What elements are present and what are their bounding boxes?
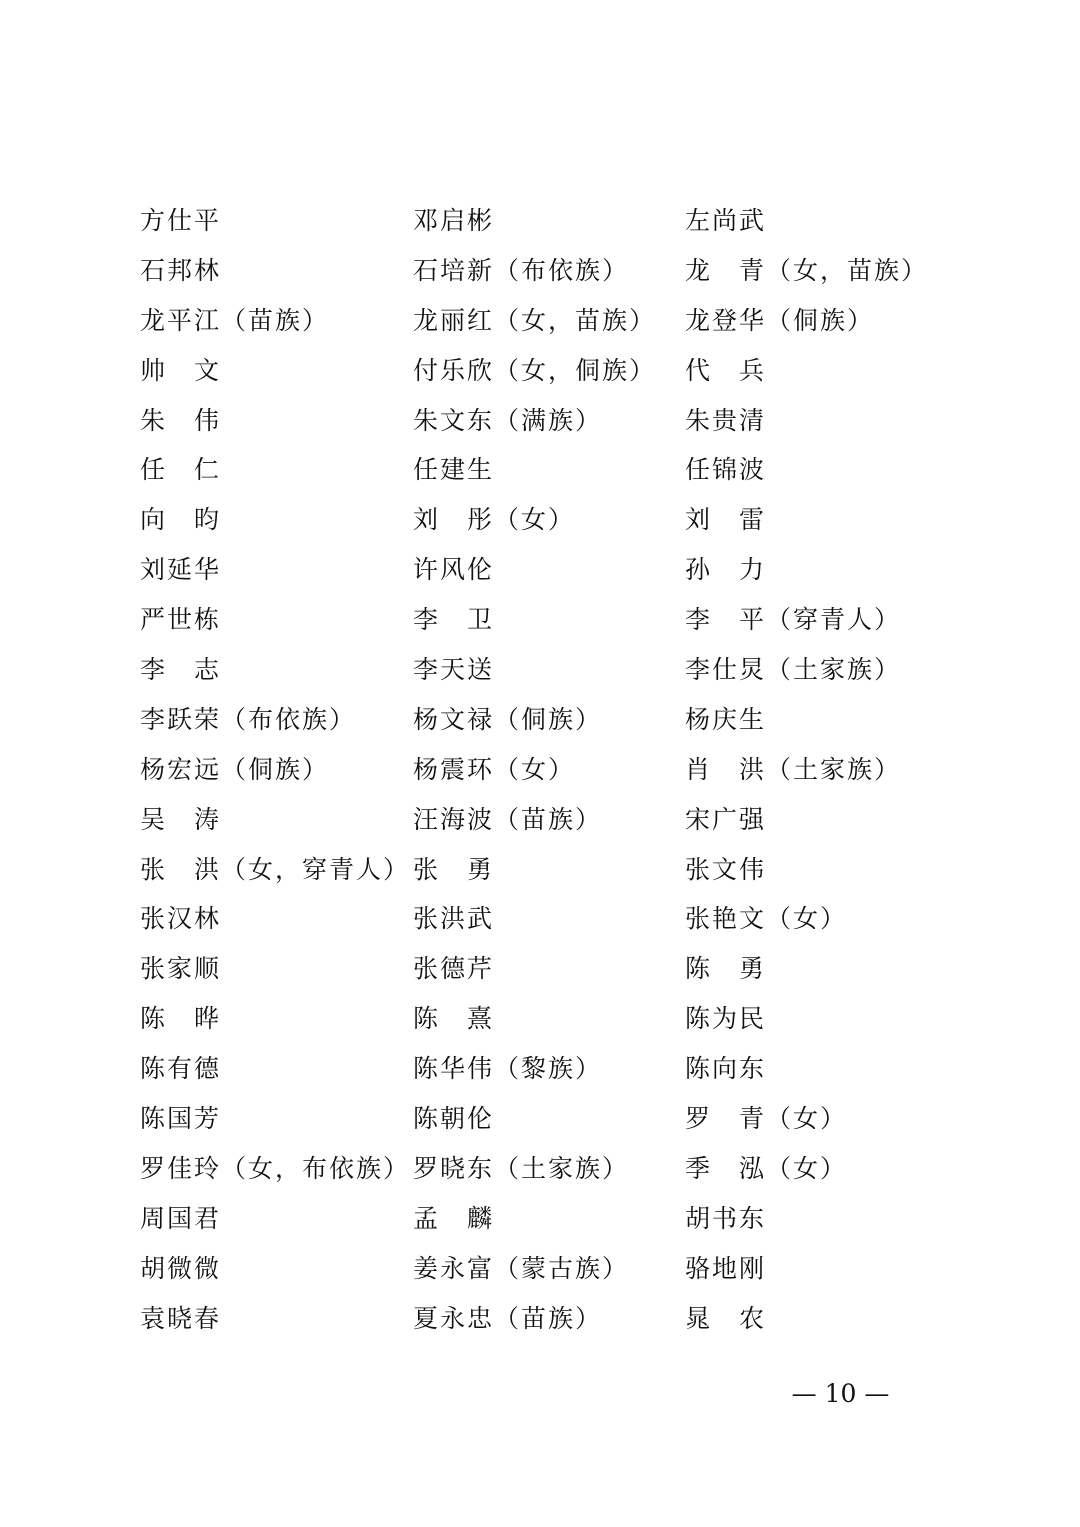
name-entry: 龙丽红（女，苗族）	[413, 305, 657, 335]
name-entry: 杨庆生	[685, 704, 767, 734]
name-row	[140, 695, 940, 745]
name-entry: 刘 彤（女）	[413, 505, 576, 535]
name-list	[140, 196, 940, 1343]
name-entry: 孙 力	[685, 555, 767, 585]
name-entry: 代 兵	[685, 355, 767, 385]
name-entry: 龙 青（女，苗族）	[685, 255, 929, 285]
name-entry: 孟 麟	[413, 1203, 495, 1233]
page-number: — 10 —	[791, 1379, 890, 1408]
name-row	[140, 346, 940, 396]
name-entry: 陈向东	[685, 1054, 767, 1084]
name-row	[140, 246, 940, 296]
name-entry: 罗晓东（土家族）	[413, 1153, 630, 1183]
name-entry: 陈朝伦	[413, 1104, 495, 1134]
name-entry: 骆地刚	[685, 1253, 767, 1283]
name-entry: 任锦波	[685, 455, 767, 485]
name-row	[140, 845, 940, 895]
name-row	[140, 196, 940, 246]
name-entry: 李 志	[140, 655, 222, 685]
name-row	[140, 1094, 940, 1144]
name-entry: 陈有德	[140, 1054, 222, 1084]
name-entry: 张汉林	[140, 904, 222, 934]
name-row	[140, 994, 940, 1044]
name-entry: 罗佳玲（女，布依族）	[140, 1153, 411, 1183]
name-entry: 向 昀	[140, 505, 222, 535]
name-entry: 邓启彬	[413, 206, 495, 235]
name-row	[140, 1144, 940, 1194]
name-entry: 李天送	[413, 655, 495, 685]
name-row	[140, 1294, 940, 1344]
name-row	[140, 1194, 940, 1244]
name-entry: 杨宏远（侗族）	[140, 754, 330, 784]
name-entry: 帅 文	[140, 355, 222, 385]
name-row	[140, 1244, 940, 1294]
name-entry: 夏永忠（苗族）	[413, 1303, 603, 1333]
name-entry: 肖 洪（土家族）	[685, 754, 902, 784]
name-entry: 石培新（布依族）	[413, 255, 630, 285]
name-entry: 李 卫	[413, 605, 495, 635]
name-entry: 陈国芳	[140, 1104, 222, 1134]
name-entry: 严世栋	[140, 605, 222, 635]
name-entry: 张艳文（女）	[685, 904, 848, 934]
name-entry: 杨震环（女）	[413, 754, 576, 784]
name-row	[140, 545, 940, 595]
name-row	[140, 795, 940, 845]
name-entry: 胡书东	[685, 1203, 767, 1233]
name-entry: 胡微微	[140, 1253, 222, 1283]
name-entry: 方仕平	[140, 206, 222, 235]
name-entry: 龙平江（苗族）	[140, 305, 330, 335]
name-row	[140, 495, 940, 545]
name-entry: 朱贵清	[685, 405, 767, 435]
name-entry: 左尚武	[685, 206, 767, 235]
name-row	[140, 595, 940, 645]
name-entry: 周国君	[140, 1203, 222, 1233]
name-row	[140, 445, 940, 495]
name-entry: 张 洪（女，穿青人）	[140, 854, 411, 884]
name-entry: 陈华伟（黎族）	[413, 1054, 603, 1084]
name-row	[140, 1044, 940, 1094]
name-entry: 朱 伟	[140, 405, 222, 435]
name-entry: 李 平（穿青人）	[685, 605, 902, 635]
name-entry: 付乐欣（女，侗族）	[413, 355, 657, 385]
name-entry: 季 泓（女）	[685, 1153, 848, 1183]
name-entry: 陈为民	[685, 1004, 767, 1034]
name-entry: 刘 雷	[685, 505, 767, 535]
name-entry: 张德芹	[413, 954, 495, 984]
name-entry: 朱文东（满族）	[413, 405, 603, 435]
name-entry: 许风伦	[413, 555, 495, 585]
name-row	[140, 944, 940, 994]
name-entry: 陈 熹	[413, 1004, 495, 1034]
name-row	[140, 296, 940, 346]
name-entry: 宋广强	[685, 804, 767, 834]
name-entry: 石邦林	[140, 255, 222, 285]
name-entry: 张文伟	[685, 854, 767, 884]
name-entry: 汪海波（苗族）	[413, 804, 603, 834]
name-entry: 刘延华	[140, 555, 222, 585]
name-entry: 袁晓春	[140, 1303, 222, 1333]
name-entry: 任建生	[413, 455, 495, 485]
name-entry: 吴 涛	[140, 804, 222, 834]
name-entry: 龙登华（侗族）	[685, 305, 875, 335]
name-entry: 罗 青（女）	[685, 1104, 848, 1134]
name-entry: 陈 晔	[140, 1004, 222, 1034]
name-entry: 张家顺	[140, 954, 222, 984]
name-entry: 杨文禄（侗族）	[413, 704, 603, 734]
name-entry: 张 勇	[413, 854, 495, 884]
name-row	[140, 894, 940, 944]
name-entry: 李仕炅（土家族）	[685, 655, 902, 685]
name-entry: 晁 农	[685, 1303, 767, 1333]
name-row	[140, 745, 940, 795]
name-entry: 陈 勇	[685, 954, 767, 984]
name-entry: 任 仁	[140, 455, 222, 485]
name-entry: 李跃荣（布依族）	[140, 704, 357, 734]
name-row	[140, 645, 940, 695]
name-entry: 张洪武	[413, 904, 495, 934]
name-row	[140, 396, 940, 446]
name-entry: 姜永富（蒙古族）	[413, 1253, 630, 1283]
